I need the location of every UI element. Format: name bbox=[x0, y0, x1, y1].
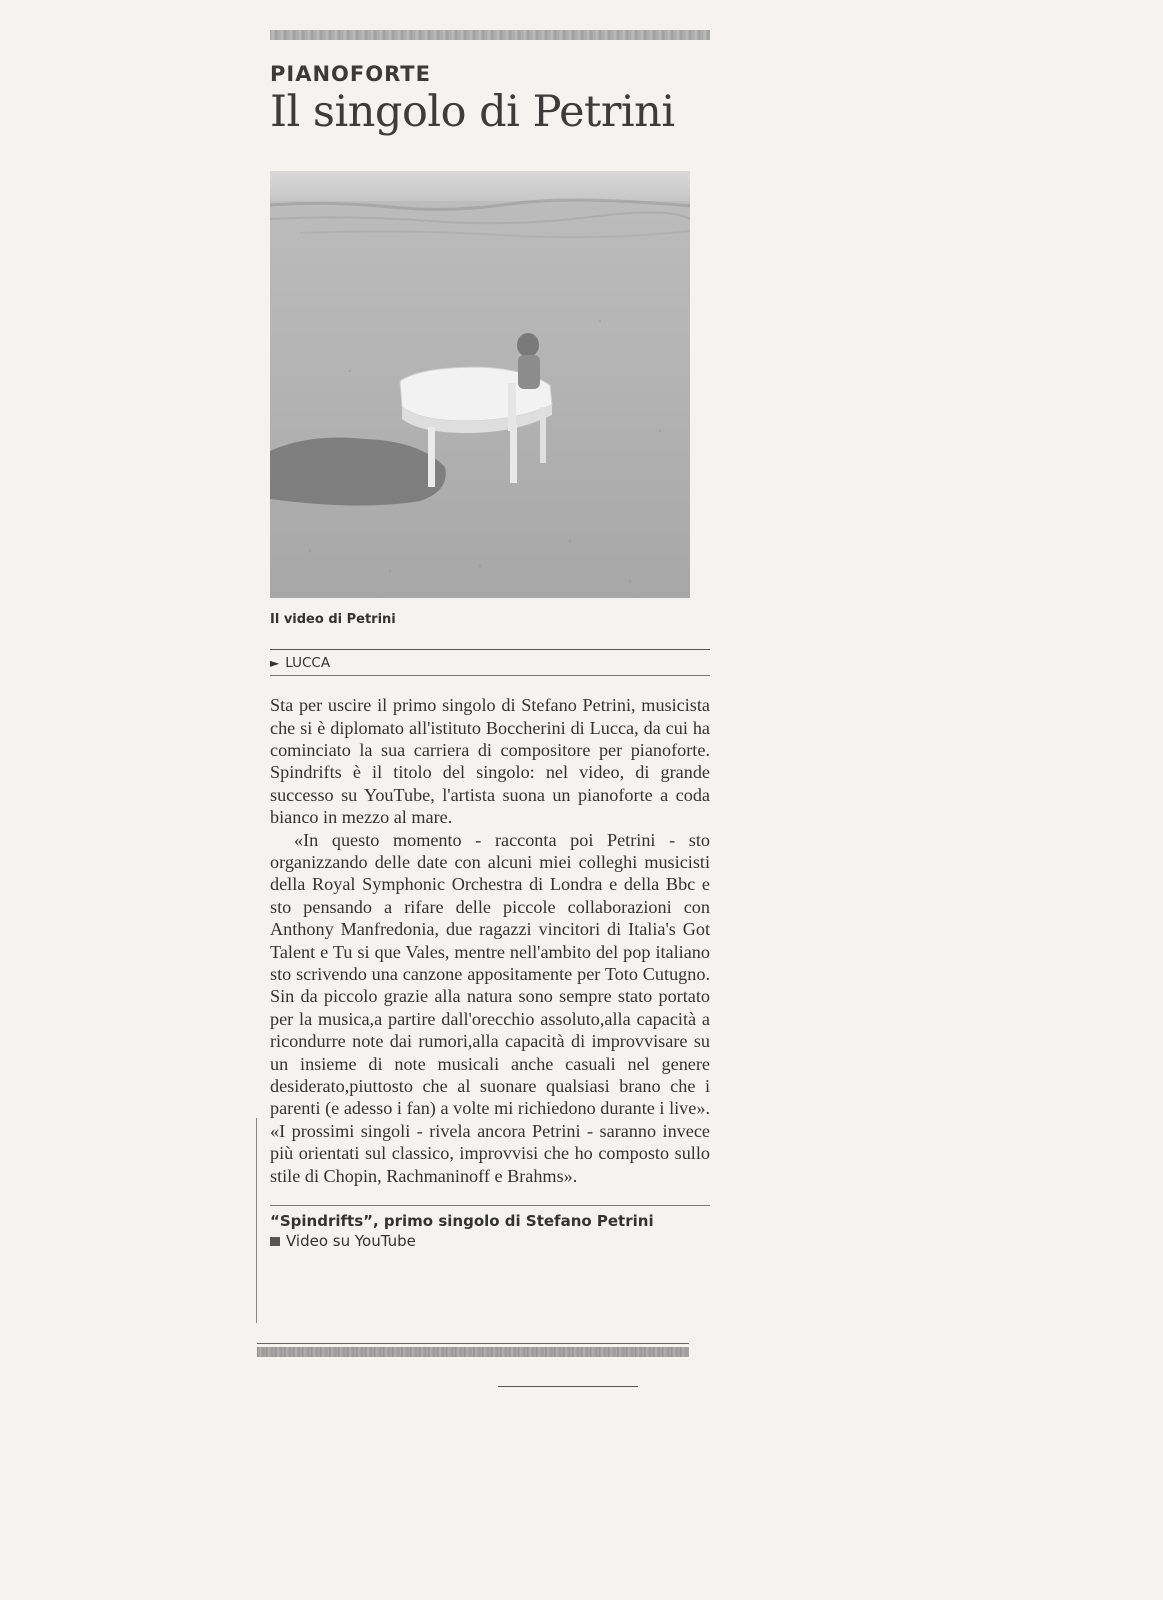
related-title: “Spindrifts”, primo singolo di Stefano Petrini bbox=[270, 1212, 654, 1231]
stray-line bbox=[498, 1386, 638, 1387]
bottom-rule bbox=[257, 1347, 689, 1357]
section-kicker: PIANOFORTE bbox=[270, 62, 431, 86]
column-rule bbox=[256, 1118, 257, 1323]
headline: Il singolo di Petrini bbox=[270, 87, 675, 137]
dateline-arrow-icon: ► bbox=[270, 656, 280, 671]
article-photo bbox=[270, 171, 690, 598]
paragraph: Sta per uscire il primo singolo di Stefano Petrini, musicista che si è diplomato all'istituto Boccherini di Lucca, da cui ha cominciato la sua carriera di compositore per pianoforte. Spindrifts è il titolo del singolo: nel video, di grande successo su YouTube, l'artista suona un pianoforte a coda bianco in mezzo al mare. bbox=[270, 695, 710, 828]
newspaper-clipping bbox=[270, 30, 710, 1250]
dateline-text: LUCCA bbox=[285, 655, 331, 672]
video-icon bbox=[270, 1237, 280, 1246]
related-box bbox=[270, 1205, 710, 1250]
top-rule bbox=[270, 30, 710, 40]
youtube-link[interactable] bbox=[270, 1232, 710, 1250]
bottom-rule-line bbox=[257, 1343, 689, 1344]
piano-on-sea-image bbox=[270, 171, 690, 598]
article-body bbox=[270, 694, 710, 1187]
photo-caption: Il video di Petrini bbox=[270, 612, 396, 628]
paragraph: «In questo momento - racconta poi Petrini - sto organizzando delle date con alcuni miei colleghi musicisti della Royal Symphonic Orchestra di Londra e della Bbc e sto pensando a rifare delle piccole collaborazioni con Anthony Manfredonia, due ragazzi vincitori di Italia's Got Talent e Tu si que Vales, mentre nell'ambito del pop italiano sto scrivendo una canzone appositamente per Toto Cutugno. Sin da piccolo grazie alla natura sono sempre stato portato per la musica,a partire dall'orecchio assoluto,alla capacità a ricondurre note dai rumori,alla capacità di improvvisare su un insieme di note musicali anche casuali nel genere desiderato,piuttosto che al suonare qualsiasi brano che i parenti (e adesso i fan) a volte mi richiedono durante i live». «I prossimi singoli - rivela ancora Petrini - saranno invece più orientati sul classico, improvvisi che ho composto sullo stile di Chopin, Rachmaninoff e Brahms». bbox=[270, 829, 710, 1186]
dateline bbox=[270, 650, 710, 675]
youtube-link-label: Video su YouTube bbox=[286, 1232, 416, 1251]
divider bbox=[270, 675, 710, 676]
